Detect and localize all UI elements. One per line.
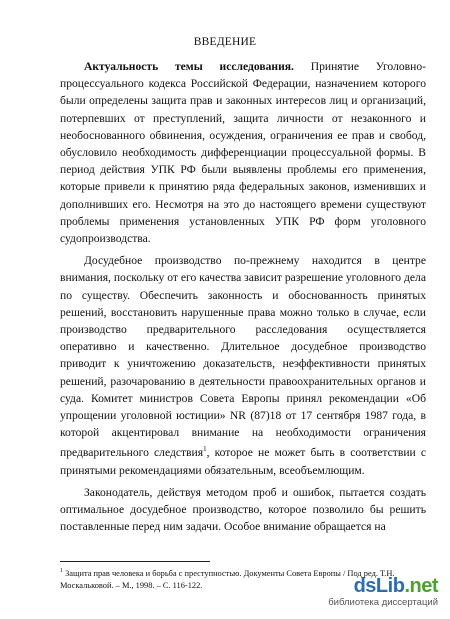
paragraph-2-text: Досудебное производство по-прежнему находится в центре внимания, поскольку от его качества зависит разрешение уголовного дела по существу. Обеспечить законность и обоснованность принятых решений, восстановить нарушенные права можно только в случае, если производство предварительного расследования осуществляется оперативно и качественно. Длительное досудебное производство приводит к уничтожению доказательств, неэффективности принятых решений, разочарованию в деятельности правоохранительных органов и суда. Комитет министров Совета Европы принял рекомендации «Об упрощении уголовной юстиции» NR (87)18 от 17 сентября 1987 года, в которой акцентировал внимание на необходимости ограничения предварительного следствия [60, 254, 426, 460]
logo-subtitle: библиотека диссертаций [328, 597, 438, 608]
body-text [60, 58, 426, 535]
footnote-mark: 1 [60, 568, 63, 574]
page-title: ВВЕДЕНИЕ [193, 36, 257, 48]
paragraph-1-lead: Актуальность темы исследования. [84, 60, 294, 73]
logo-brand [354, 575, 438, 598]
paragraph-3-text: Законодатель, действуя методом проб и ошибок, пытается создать оптимальное досудебное производство, которое позволило бы решить поставленные перед ним задачи. Особое внимание обращается на [60, 485, 426, 534]
logo-brand-suffix: .net [404, 575, 438, 597]
footnote-reference: 1 [203, 445, 207, 454]
footnote-text: Защита прав человека и борьба с преступностью. Документы Совета Европы / Под ред. Т.Н. Москальковой. – М., 1998. – С. 116-122. [60, 568, 395, 590]
paragraph-2 [60, 252, 426, 479]
paragraph-2-tail: , которое не может быть в соответствии с принятыми рекомендациями обязательным, всеобъемлющим. [60, 446, 426, 477]
paragraph-1 [60, 58, 426, 247]
dslib-logo [288, 575, 438, 609]
footnote-divider [60, 561, 210, 562]
logo-brand-main: dsLib [353, 575, 405, 597]
paragraph-1-text: Принятие Уголовно-процессуального кодекса Российской Федерации, назначением которого были определены защита прав и законных интересов лиц и организаций, потерпевших от преступлений, защита личности от незаконного и необоснованного обвинения, осуждения, ограничения ее прав и свобод, обусловило необходимость дифференциации процессуальной формы. В период действия УПК РФ были выявлены проблемы его применения, которые привели к принятию ряда федеральных законов, изменивших и дополнивших его. Несмотря на это до настоящего времени существуют проблемы применения установленных УПК РФ форм уголовного судопроизводства. [60, 60, 426, 246]
paragraph-3 [60, 484, 426, 536]
